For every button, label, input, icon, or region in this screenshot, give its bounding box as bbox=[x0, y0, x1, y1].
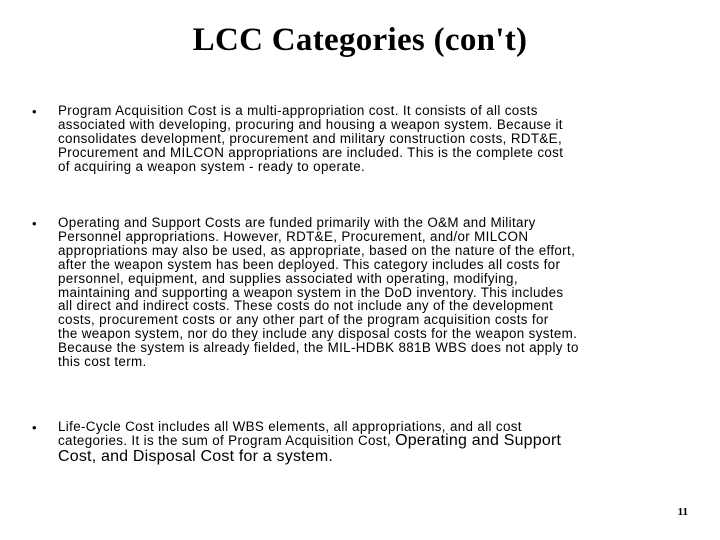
text-line: Procurement and MILCON appropriations are included. This is the complete cost bbox=[58, 144, 564, 160]
slide-title: LCC Categories (con't) bbox=[192, 22, 528, 58]
text-segment: categories. It is the sum of Program Acquisition Cost, bbox=[58, 432, 391, 448]
text-line: associated with developing, procuring and housing a weapon system. Because it bbox=[58, 116, 563, 132]
text-line: costs, procurement costs or any other part of the program acquisition costs for bbox=[58, 312, 549, 328]
text-line: of acquiring a weapon system - ready to operate. bbox=[58, 158, 366, 174]
text-line: Cost, and Disposal Cost for a system. bbox=[58, 447, 334, 465]
text-line bbox=[58, 431, 562, 449]
text-line: maintaining and supporting a weapon system in the DoD inventory. This includes bbox=[58, 284, 564, 300]
bullet-icon: • bbox=[32, 104, 37, 119]
text-line: Program Acquisition Cost is a multi-appropriation cost. It consists of all costs bbox=[58, 103, 538, 118]
text-line: Life-Cycle Cost includes all WBS elements, all appropriations, and all cost bbox=[58, 419, 522, 434]
text-line: this cost term. bbox=[58, 354, 147, 370]
text-line: after the weapon system has been deployed. This category includes all costs for bbox=[58, 256, 561, 272]
text-line: consolidates development, procurement and military construction costs, RDT&E, bbox=[58, 130, 563, 146]
text-line: Operating and Support Costs are funded primarily with the O&M and Military bbox=[58, 215, 536, 230]
text-segment: Operating and Support bbox=[395, 431, 562, 449]
text-line: personnel, equipment, and supplies associated with operating, modifying, bbox=[58, 270, 518, 286]
text-line: Personnel appropriations. However, RDT&E, Procurement, and/or MILCON bbox=[58, 228, 529, 244]
bullet-icon: • bbox=[32, 420, 37, 435]
text-line: all direct and indirect costs. These costs do not include any of the development bbox=[58, 298, 554, 314]
page-number: 11 bbox=[677, 506, 688, 518]
bullet-icon: • bbox=[32, 216, 37, 231]
text-line: Because the system is already fielded, the MIL-HDBK 881B WBS does not apply to bbox=[58, 340, 579, 356]
text-line: the weapon system, nor do they include any disposal costs for the weapon system. bbox=[58, 326, 578, 342]
text-line: appropriations may also be used, as appropriate, based on the nature of the effort, bbox=[58, 242, 576, 258]
